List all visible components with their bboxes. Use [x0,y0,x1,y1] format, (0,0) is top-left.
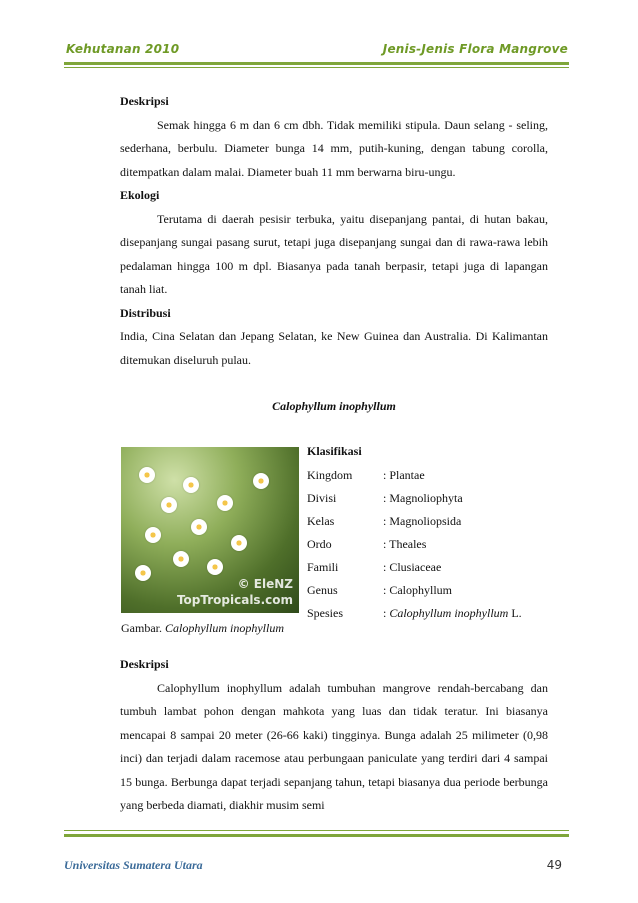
flower-icon [253,473,269,489]
deskripsi-heading-2: Deskripsi [120,657,169,671]
klasifikasi-row [307,514,567,529]
footer-institution: Universitas Sumatera Utara [64,858,203,872]
klasifikasi-row [307,583,567,598]
species-title: Calophyllum inophyllum [272,399,396,413]
caption-prefix: Gambar. [121,621,162,635]
klasifikasi-label: Famili [307,560,339,574]
photo-watermark-site: TopTropicals.com [176,593,293,607]
footer-rule-thick [64,834,569,837]
klasifikasi-value: : Magnoliophyta [383,491,463,505]
flower-icon [173,551,189,567]
klasifikasi-value-prefix: : [383,606,390,620]
header-right-title: Jenis-Jenis Flora Mangrove [382,42,568,56]
klasifikasi-label: Kingdom [307,468,353,482]
klasifikasi-value: : Magnoliopsida [383,514,462,528]
klasifikasi-row [307,560,567,575]
deskripsi-paragraph: Semak hingga 6 m dan 6 cm dbh. Tidak memiliki stipula. Daun selang - seling, sederhana, berbulu. Diameter bunga 14 mm, putih-kuning, dengan tabung corolla, ditempatkan dalam malai. Diameter buah 11 mm berwarna biru-ungu. [120,117,548,179]
klasifikasi-value-species: Calophyllum inophyllum [389,606,509,620]
flower-icon [207,559,223,575]
flower-icon [183,477,199,493]
flower-icon [217,495,233,511]
klasifikasi-label: Spesies [307,606,343,620]
klasifikasi-row [307,468,567,483]
ekologi-paragraph: Terutama di daerah pesisir terbuka, yaitu disepanjang pantai, di hutan bakau, disepanjang sungai pasang surut, tetapi juga disepanjang sungai dan di rawa-rawa lebih pedalaman hingga 100 m dpl. Biasanya pada tanah berpasir, tetapi juga di lapangan tanah liat. [120,211,548,296]
section2 [120,653,548,818]
footer-rule-thin [64,830,569,831]
header-left-title: Kehutanan 2010 [66,42,180,56]
klasifikasi-value: : Theales [383,537,427,551]
deskripsi-paragraph-2: Calophyllum inophyllum adalah tumbuhan mangrove rendah-bercabang dan tumbuh lambat pohon dengan mahkota yang luas dan tidak teratur. Ini biasanya mencapai 8 sampai 20 meter (26-66 kaki) tingginya. Bunga adalah 25 milimeter (0,98 inci) dan terjadi dalam racemose atau perbungaan paniculate yang terdiri dari 4 sampai 15 bunga. Berbunga dapat terjadi sepanjang tahun, tetapi biasanya dua periode berbunga yang berbeda diamati, diakhir musim semi [120,680,548,812]
flower-icon [145,527,161,543]
klasifikasi-label: Genus [307,583,338,597]
flower-icon [161,497,177,513]
photo-caption [121,621,284,636]
header-rule-thin [64,67,569,68]
flower-icon [135,565,151,581]
distribusi-heading: Distribusi [120,305,171,320]
flower-icon [191,519,207,535]
klasifikasi-row [307,491,567,506]
flower-icon [139,467,155,483]
section1 [120,90,548,372]
klasifikasi-row [307,537,567,552]
klasifikasi-value: : Calophyllum [383,583,452,597]
plant-photo [121,447,299,613]
klasifikasi-value: : Clusiaceae [383,560,442,574]
header-rule-thick [64,62,569,65]
distribusi-paragraph: India, Cina Selatan dan Jepang Selatan, ke New Guinea dan Australia. Di Kalimantan ditemukan diseluruh pulau. [120,329,548,367]
ekologi-heading: Ekologi [120,188,160,202]
klasifikasi-heading: Klasifikasi [307,444,362,458]
photo-watermark-credit: © EleNZ [237,577,293,591]
deskripsi-heading: Deskripsi [120,94,169,108]
flower-icon [231,535,247,551]
klasifikasi-label: Divisi [307,491,337,505]
klasifikasi-value: : Plantae [383,468,425,482]
klasifikasi-label: Ordo [307,537,332,551]
klasifikasi-value [383,606,522,621]
caption-species: Calophyllum inophyllum [165,621,284,635]
klasifikasi-label: Kelas [307,514,335,528]
page-number: 49 [546,858,562,872]
klasifikasi-value-suffix: L. [508,606,522,620]
klasifikasi-row [307,606,567,621]
